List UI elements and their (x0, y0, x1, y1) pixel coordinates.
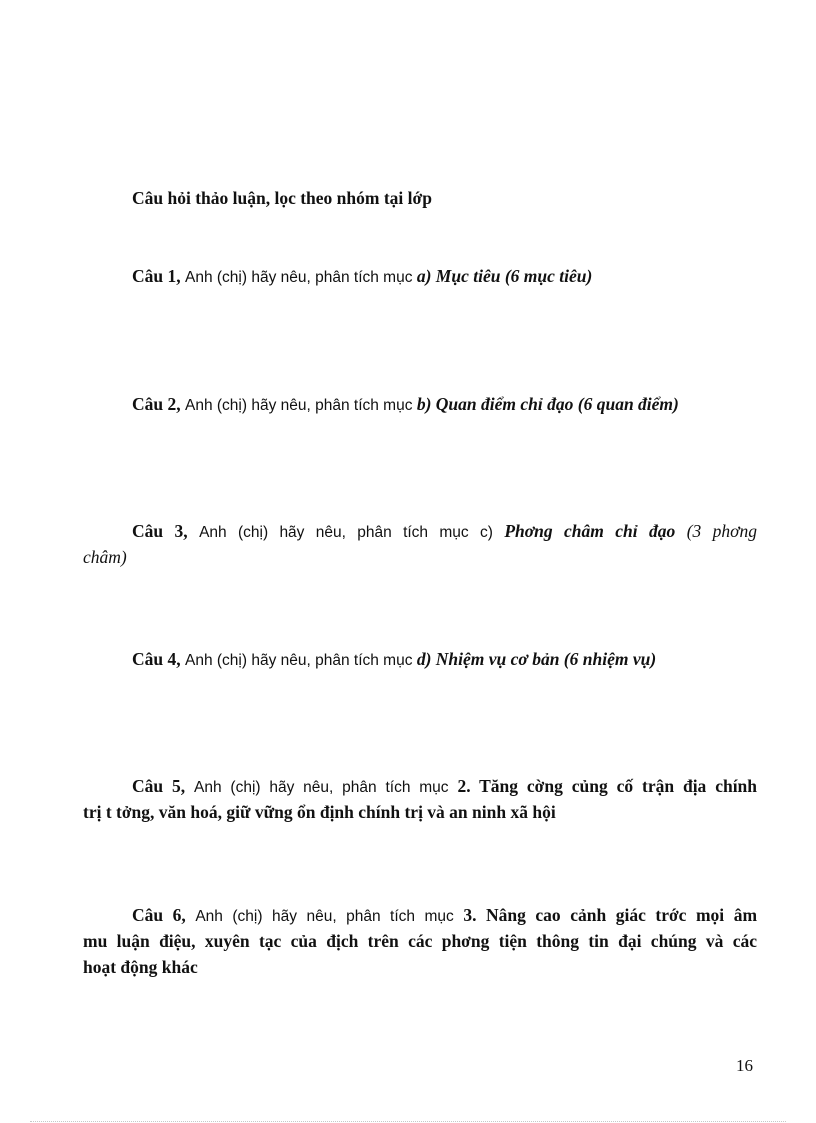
page-number: 16 (736, 1056, 753, 1075)
question-3-label: Câu 3, (132, 521, 188, 541)
question-3-prompt: Anh (chị) hãy nêu, phân tích mục c) (199, 524, 493, 541)
question-3-line-2 (83, 545, 127, 569)
question-3-topic: Phơng châm chỉ đạo (504, 521, 676, 541)
section-heading-text: Câu hỏi thảo luận, lọc theo nhóm tại lớp (132, 188, 432, 208)
question-2 (132, 392, 679, 418)
question-4-topic: d) Nhiệm vụ cơ bản (6 nhiệm vụ) (416, 649, 657, 669)
question-4-label: Câu 4, (132, 649, 181, 669)
question-2-prompt: Anh (chị) hãy nêu, phân tích mục (185, 397, 413, 414)
question-6-prompt: Anh (chị) hãy nêu, phân tích mục (195, 908, 454, 925)
question-5-topic-1: 2. Tăng cờng củng cố trận địa chính (457, 776, 758, 796)
page-bottom-divider (30, 1121, 786, 1122)
question-6-topic-1: 3. Nâng cao cảnh giác trớc mọi âm (463, 905, 758, 925)
question-5-line-1 (83, 773, 757, 801)
question-5-topic-2: trị t tởng, văn hoá, giữ vững ổn định chính trị và an ninh xã hội (83, 802, 556, 822)
question-5-prompt: Anh (chị) hãy nêu, phân tích mục (194, 779, 449, 796)
question-2-label: Câu 2, (132, 394, 181, 414)
question-3-note-cont: châm) (83, 547, 127, 567)
question-1-topic: a) Mục tiêu (6 mục tiêu) (416, 266, 593, 286)
question-3-line-1 (83, 518, 757, 546)
question-4-prompt: Anh (chị) hãy nêu, phân tích mục (185, 652, 413, 669)
question-2-topic: b) Quan điểm chỉ đạo (6 quan điểm) (416, 394, 679, 414)
question-6-label: Câu 6, (132, 905, 186, 925)
question-6-line-1 (83, 902, 757, 930)
question-6-line-3 (83, 955, 198, 979)
question-5-label: Câu 5, (132, 776, 186, 796)
question-3-note: (3 phơng (686, 521, 758, 541)
question-1-prompt: Anh (chị) hãy nêu, phân tích mục (185, 269, 413, 286)
question-4 (132, 647, 656, 673)
question-6-topic-2: mu luận điệu, xuyên tạc của địch trên các phơng tiện thông tin đại chúng và các (83, 931, 757, 951)
question-6-line-2 (83, 928, 757, 954)
question-1-label: Câu 1, (132, 266, 181, 286)
question-5-line-2 (83, 800, 556, 824)
section-heading (132, 186, 432, 210)
question-1 (132, 264, 592, 290)
question-6-topic-3: hoạt động khác (83, 957, 198, 977)
